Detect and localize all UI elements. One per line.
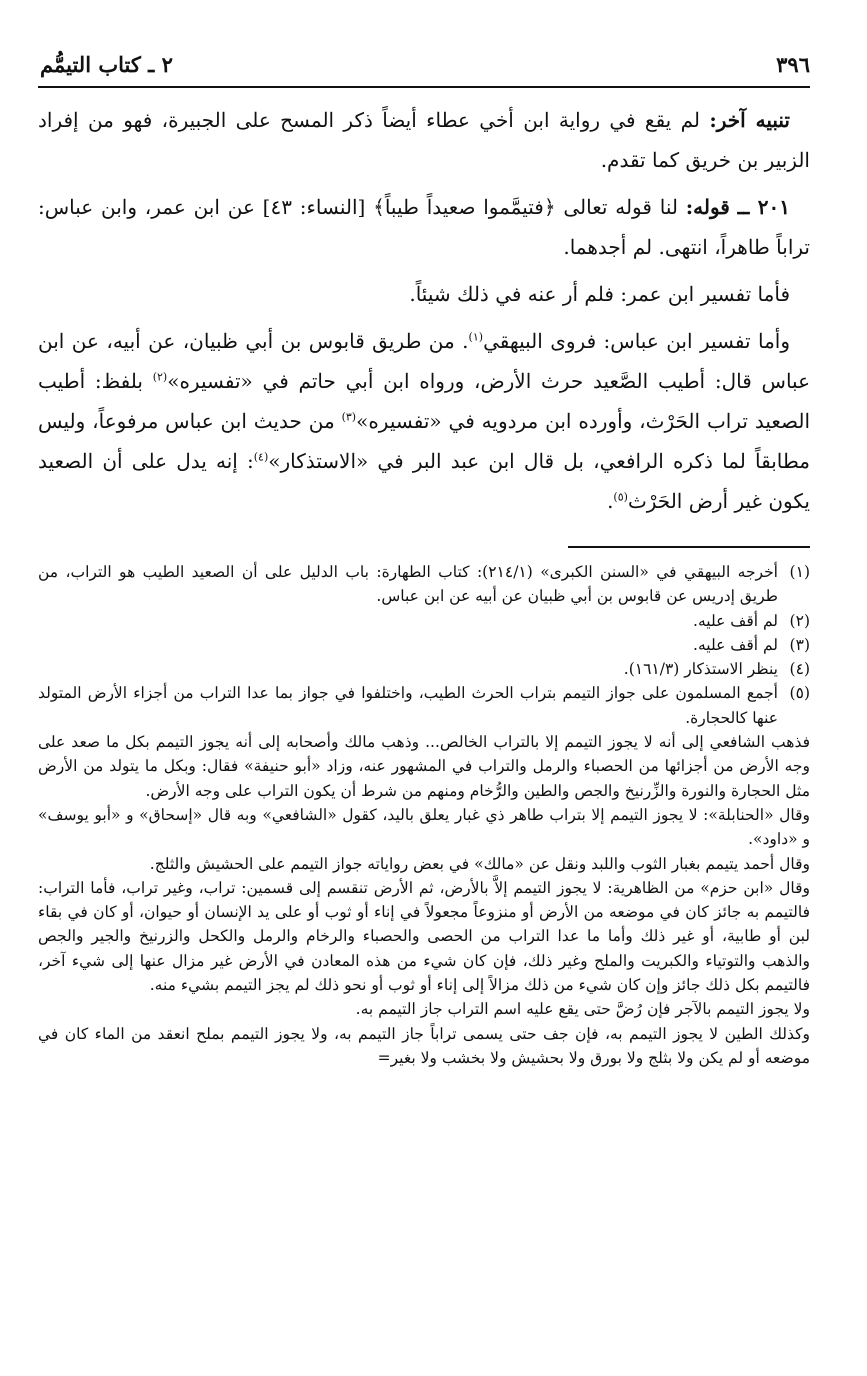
paragraph-201 — [38, 187, 810, 267]
notice-lead: تنبيه آخر: — [709, 108, 790, 132]
footnote-1 — [38, 560, 810, 609]
page-number: ٣٩٦ — [776, 52, 810, 77]
entry-lead: قوله: — [685, 195, 730, 219]
footnote-number: (٤) — [789, 660, 810, 679]
main-text — [38, 100, 810, 528]
footnote-number: (٢) — [789, 611, 810, 630]
footnote-5-paragraph: ولا يجوز التيمم بالآجر فإن رُضَّ حتى يقع عليه اسم التراب جاز التيمم به. — [355, 1000, 810, 1019]
header-divider — [38, 86, 810, 88]
text-segment: بلفظ: أطيب الصعيد تراب الحَرْث، وأورده ابن مردويه في «تفسيره» — [38, 369, 810, 433]
footnote-4 — [38, 657, 810, 681]
chapter-title: ٢ ـ كتاب التيمُّم — [40, 52, 173, 77]
text-segment: من حديث ابن عباس مرفوعاً، وليس مطابقاً لما ذكره الرافعي، بل قال ابن عبد البر في «الاستذكار» — [38, 409, 810, 473]
entry-text: لنا قوله تعالى ﴿فتيمَّموا صعيداً طيباً﴾ [النساء: ٤٣] عن ابن عمر، وابن عباس: تراباً طاهراً، انتهى. لم أجدهما. — [38, 195, 810, 259]
notice-text: لم يقع في رواية ابن أخي عطاء أيضاً ذكر المسح على الجبيرة، فهو من إفراد الزبير بن خريق كما تقدم. — [38, 108, 810, 172]
footnote-ref[interactable]: (٣) — [341, 410, 357, 424]
paragraph-notice — [38, 100, 810, 180]
footnote-2 — [38, 609, 810, 633]
footnote-ref[interactable]: (٤) — [253, 450, 269, 464]
footnote-number: (٣) — [789, 635, 810, 654]
footnote-5-paragraph: وقال «ابن حزم» من الظاهرية: لا يجوز التيمم إلاَّ بالأرض، ثم الأرض تنقسم إلى قسمين: تراب، وغير تراب، فأما التراب: فالتيمم به جائز كان في موضعه من الأرض أو منزوعاً مجعولاً في إناء أو ثوب أو على يد الإنسان أو حيوان، أو كان في بقاء لبن أو طابية، أو غير ذلك وأما ما عدا التراب من الحصى والحصباء والرخام والرمل والكحل والزرنيخ والجير والجص والذهب والتوتياء والكبريت والملح وغير ذلك، فإن كان شيء من هذه المعادن في الأرض غير مزال عنها إلى شيء آخر، فالتيمم بكل ذلك جائز وإن كان شيء من ذلك مزالاً إلى إناء أو ثوب أو نحو ذلك لم يجز التيمم بشيء منه. — [38, 878, 810, 995]
text-segment: . من طريق قابوس بن أبي ظبيان، عن أبيه، عن ابن عباس قال: أطيب الصَّعيد حرث الأرض، ورواه ابن أبي حاتم في «تفسيره» — [38, 329, 811, 393]
paragraph-ibn-umar — [38, 274, 810, 314]
footnote-divider — [568, 546, 810, 548]
paragraph-ibn-abbas — [38, 321, 810, 521]
footnote-5-paragraph: وقال «الحنابلة»: لا يجوز التيمم إلا بتراب طاهر ذي غبار يعلق باليد، كقول «الشافعي» وبه قال «إسحاق» و «أبو يوسف» و «داود». — [38, 805, 810, 849]
footnote-number: (٥) — [789, 684, 810, 703]
footnote-text: لم أقف عليه. — [693, 635, 778, 654]
page-header — [40, 46, 810, 86]
footnote-ref[interactable]: (٥) — [613, 490, 628, 504]
text-segment: . — [607, 489, 614, 513]
footnotes — [38, 560, 810, 1070]
footnote-ref[interactable]: (١) — [468, 330, 484, 344]
footnote-ref[interactable]: (٢) — [152, 370, 168, 384]
footnote-3 — [38, 633, 810, 657]
text-segment: : إنه يدل على أن الصعيد يكون غير أرض الحَرْث — [38, 449, 810, 513]
text-segment: وأما تفسير ابن عباس: فروى البيهقي — [483, 329, 791, 353]
entry-number: ٢٠١ ــ — [737, 195, 791, 219]
footnote-text: أخرجه البيهقي في «السنن الكبرى» (٢١٤/١): كتاب الطهارة: باب الدليل على أن الصعيد الطيب هو التراب، من طريق إدريس عن قابوس بن أبي ظبيان عن أبيه عن ابن عباس. — [38, 563, 778, 606]
footnote-5-paragraph: وقال أحمد يتيمم بغبار الثوب واللبد ونقل عن «مالك» في بعض رواياته جواز التيمم على الحشيش والثلج. — [149, 854, 810, 873]
footnote-5-paragraph: فذهب الشافعي إلى أنه لا يجوز التيمم إلا بالتراب الخالص... وذهب مالك وأصحابه إلى أنه يجوز التيمم بكل ما صعد على وجه الأرض من أجزائها من الحصباء والرمل والتراب في المشهور عنه، وزاد «أبو حنيفة» فقال: وبكل ما يتولد من الأرض مثل الحجارة والنورة والزِّرنيخ والجص والطين والرُّخام ومنهم من شرط أن يكون التراب على وجه الأرض. — [38, 733, 810, 800]
footnote-5-paragraph: وكذلك الطين لا يجوز التيمم به، فإن جف حتى يسمى تراباً جاز التيمم به، ولا يجوز التيمم بملح انعقد من الماء كان في موضعه أو لم يكن ولا بثلج ولا بورق ولا بحشيش ولا بخشب ولا بغير= — [38, 1024, 810, 1067]
footnote-number: (١) — [789, 563, 810, 581]
ibn-umar-text: فأما تفسير ابن عمر: فلم أر عنه في ذلك شيئاً. — [409, 282, 790, 306]
footnote-text: أجمع المسلمون على جواز التيمم بتراب الحرث الطيب، واختلفوا في جواز بما عدا التراب من أجزاء الأرض المتولد عنها كالحجارة. — [38, 684, 778, 727]
footnote-text: ينظر الاستذكار (١٦١/٣). — [623, 660, 778, 679]
footnote-text: لم أقف عليه. — [693, 611, 778, 630]
footnote-5 — [38, 681, 810, 730]
